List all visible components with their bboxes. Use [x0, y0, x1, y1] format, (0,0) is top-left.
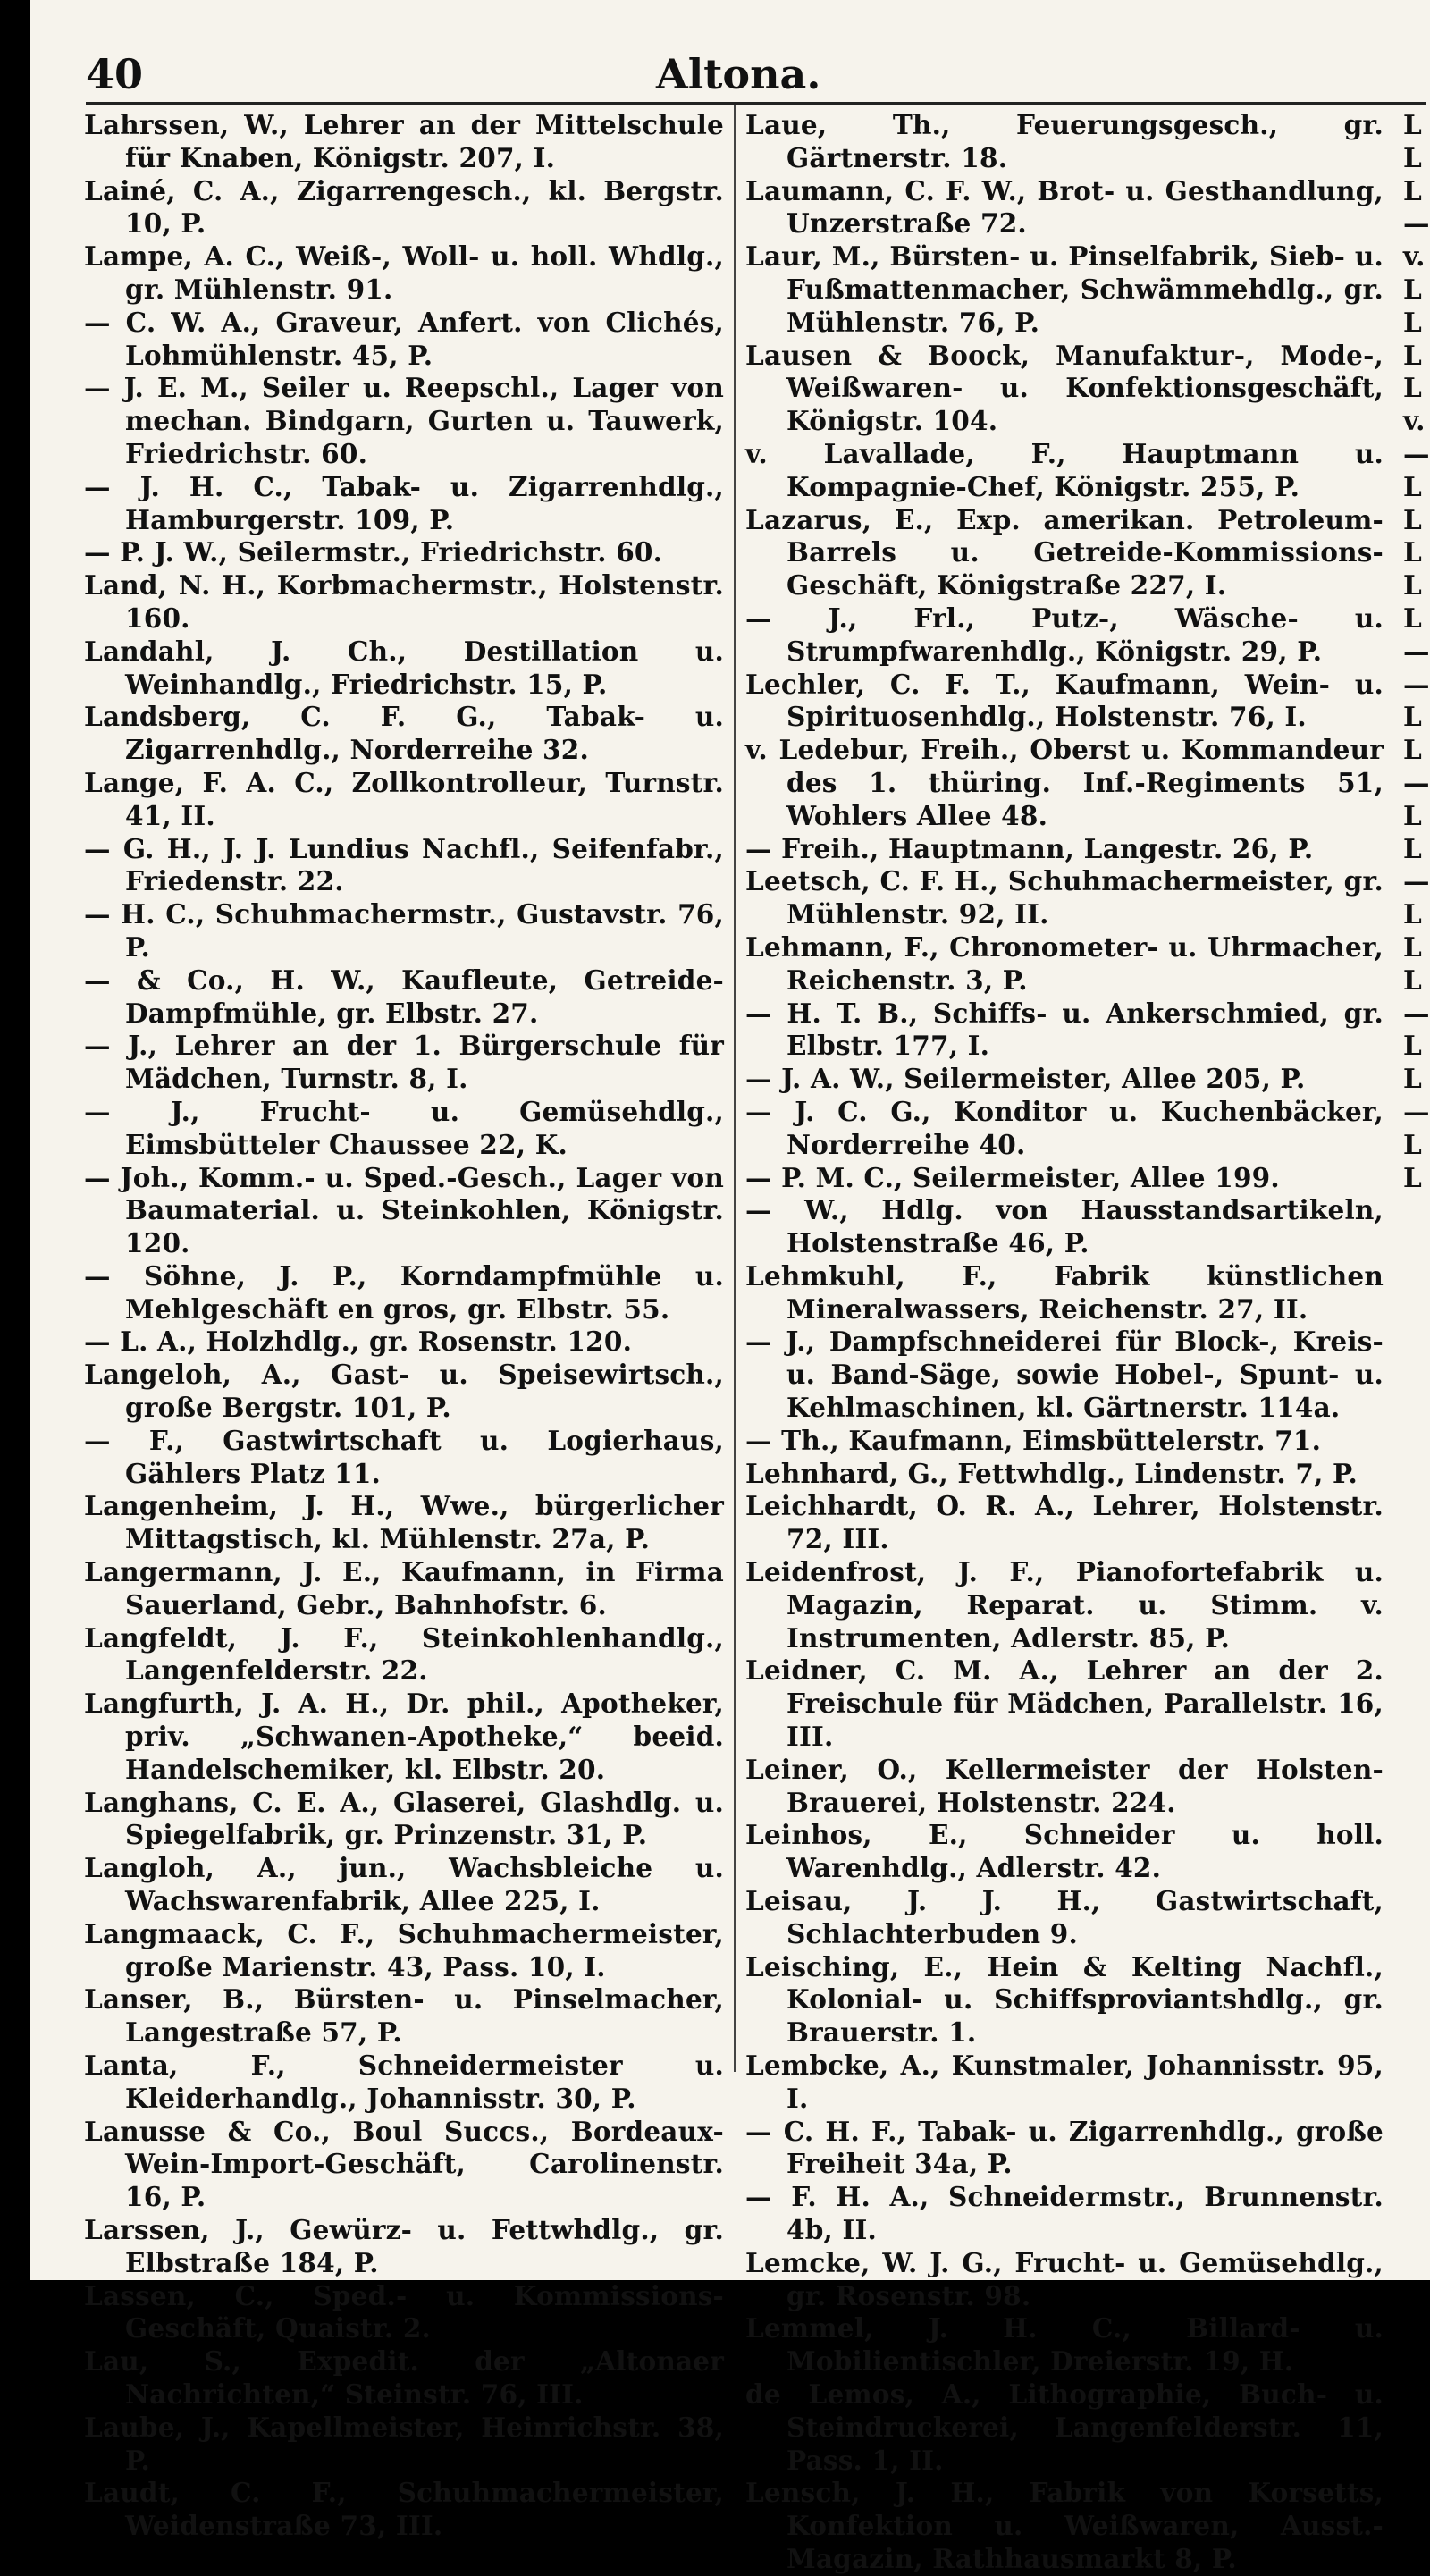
directory-entry: Lehmann, F., Chronometer- u. Uhrmacher, Reichenstr. 3, P. [745, 930, 1384, 996]
edge-fragment: L [1403, 141, 1422, 173]
directory-entry: Lehmkuhl, F., Fabrik künstlichen Mineralwassers, Reichenstr. 27, II. [745, 1259, 1384, 1325]
directory-entry: Langermann, J. E., Kaufmann, in Firma Sauerland, Gebr., Bahnhofstr. 6. [84, 1556, 724, 1621]
directory-entry: — C. H. F., Tabak- u. Zigarrenhdlg., große Freiheit 34a, P. [745, 2115, 1384, 2180]
edge-fragment: L [1403, 602, 1422, 634]
directory-entry: Lanusse & Co., Boul Succs., Bordeaux-Wein-Import-Geschäft, Carolinenstr. 16, P. [84, 2115, 724, 2213]
directory-entry: Leisching, E., Hein & Kelting Nachfl., Kolonial- u. Schiffsproviantshdlg., gr. Brauerstr. 1. [745, 1950, 1384, 2049]
next-page-edge [1403, 109, 1430, 1194]
edge-fragment: — [1403, 437, 1430, 469]
directory-entry: — F., Gastwirtschaft u. Logierhaus, Gählers Platz 11. [84, 1424, 724, 1489]
directory-entry: — Joh., Komm.- u. Sped.-Gesch., Lager von Baumaterial. u. Steinkohlen, Königstr. 120. [84, 1161, 724, 1259]
right-column [745, 109, 1384, 2576]
edge-fragment: L [1403, 470, 1422, 502]
directory-entry: Lange, F. A. C., Zollkontrolleur, Turnstr. 41, II. [84, 766, 724, 831]
directory-entry: Leichhardt, O. R. A., Lehrer, Holstenstr. 72, III. [745, 1490, 1384, 1555]
directory-entry: — & Co., H. W., Kaufleute, Getreide-Dampfmühle, gr. Elbstr. 27. [84, 964, 724, 1029]
directory-entry: — H. C., Schuhmachermstr., Gustavstr. 76, P. [84, 898, 724, 963]
directory-entry: — H. T. B., Schiffs- u. Ankerschmied, gr. Elbstr. 177, I. [745, 997, 1384, 1062]
directory-entry: Langfeldt, J. F., Steinkohlenhandlg., Langenfelderstr. 22. [84, 1621, 724, 1687]
edge-fragment: L [1403, 734, 1422, 766]
directory-entry: — Söhne, J. P., Korndampfmühle u. Mehlgeschäft en gros, gr. Elbstr. 55. [84, 1259, 724, 1325]
edge-fragment: L [1403, 273, 1422, 305]
edge-fragment: L [1403, 898, 1422, 930]
directory-entry: Leidner, C. M. A., Lehrer an der 2. Freischule für Mädchen, Parallelstr. 16, III. [745, 1654, 1384, 1753]
column-divider [734, 105, 736, 2072]
edge-fragment: L [1403, 109, 1422, 140]
directory-entry: — G. H., J. J. Lundius Nachfl., Seifenfabr., Friedenstr. 22. [84, 832, 724, 897]
directory-entry: Leiner, O., Kellermeister der Holsten-Brauerei, Holstenstr. 224. [745, 1753, 1384, 1818]
edge-fragment: — [1403, 1095, 1430, 1127]
directory-entry: Langeloh, A., Gast- u. Speisewirtsch., große Bergstr. 101, P. [84, 1359, 724, 1424]
edge-fragment: L [1403, 799, 1422, 831]
directory-entry: Langloh, A., jun., Wachsbleiche u. Wachswarenfabrik, Allee 225, I. [84, 1852, 724, 1917]
directory-entry: Lehnhard, G., Fettwhdlg., Lindenstr. 7, P. [745, 1457, 1358, 1489]
edge-fragment: — [1403, 766, 1430, 798]
directory-entry: Lechler, C. F. T., Kaufmann, Wein- u. Spirituosenhdlg., Holstenstr. 76, I. [745, 668, 1384, 733]
directory-entry: Lahrssen, W., Lehrer an der Mittelschule für Knaben, Königstr. 207, I. [84, 109, 724, 173]
directory-entry: Lanser, B., Bürsten- u. Pinselmacher, Langestraße 57, P. [84, 1983, 724, 2049]
edge-fragment: L [1403, 1128, 1422, 1160]
directory-entry: Lembcke, A., Kunstmaler, Johannisstr. 95, I. [745, 2050, 1384, 2114]
directory-entry: — J. E. M., Seiler u. Reepschl., Lager von mechan. Bindgarn, Gurten u. Tauwerk, Friedrichstr. 60. [84, 372, 724, 469]
directory-entry: v. Lavallade, F., Hauptmann u. Kompagnie-Chef, Königstr. 255, P. [745, 437, 1384, 502]
directory-entry: Lemcke, W. J. G., Frucht- u. Gemüsehdlg., gr. Rosenstr. 98. [745, 2246, 1384, 2311]
directory-entry: Larssen, J., Gewürz- u. Fettwhdlg., gr. Elbstraße 184, P. [84, 2214, 724, 2278]
directory-entry: Langfurth, J. A. H., Dr. phil., Apotheker, priv. „Schwanen-Apotheke,“ beeid. Handelschemiker, kl. Elbstr. 20. [84, 1688, 724, 1785]
edge-fragment: — [1403, 207, 1430, 240]
edge-fragment: L [1403, 569, 1422, 602]
edge-fragment: — [1403, 997, 1430, 1029]
edge-fragment: L [1403, 503, 1422, 535]
directory-entry: Lau, S., Expedit. der „Altonaer Nachrichten,“ Steinstr. 76, III. [84, 2345, 724, 2410]
edge-fragment: L [1403, 1030, 1422, 1062]
edge-fragment: L [1403, 964, 1422, 996]
directory-entry: — J., Frucht- u. Gemüsehdlg., Eimsbütteler Chaussee 22, K. [84, 1095, 724, 1160]
edge-fragment: L [1403, 832, 1422, 864]
directory-entry: Laube, J., Kapellmeister, Heinrichstr. 38, P. [84, 2411, 724, 2476]
page-number: 40 [86, 50, 144, 98]
directory-entry: — C. W. A., Graveur, Anfert. von Clichés, Lohmühlenstr. 45, P. [84, 306, 724, 371]
directory-entry: Laur, M., Bürsten- u. Pinselfabrik, Sieb- u. Fußmattenmacher, Schwämmehdlg., gr. Mühlenstr. 76, P. [745, 240, 1384, 338]
edge-fragment: L [1403, 174, 1422, 206]
directory-entry: — L. A., Holzhdlg., gr. Rosenstr. 120. [84, 1326, 633, 1358]
directory-entry: Lanta, F., Schneidermeister u. Kleiderhandlg., Johannisstr. 30, P. [84, 2050, 724, 2114]
directory-entry: — F. H. A., Schneidermstr., Brunnenstr. 4b, II. [745, 2181, 1384, 2245]
edge-fragment: v. [1403, 240, 1426, 273]
edge-fragment: — [1403, 668, 1430, 700]
directory-entry: Langmaack, C. F., Schuhmachermeister, große Marienstr. 43, Pass. 10, I. [84, 1917, 724, 1983]
left-column [84, 109, 724, 2543]
directory-entry: Land, N. H., Korbmachermstr., Holstenstr. 160. [84, 569, 724, 634]
directory-entry: Leidenfrost, J. F., Pianofortefabrik u. Magazin, Reparat. u. Stimm. v. Instrumenten, Adlerstr. 85, P. [745, 1556, 1384, 1654]
directory-entry: Laue, Th., Feuerungsgesch., gr. Gärtnerstr. 18. [745, 109, 1384, 173]
directory-entry: Leetsch, C. F. H., Schuhmachermeister, gr. Mühlenstr. 92, II. [745, 865, 1384, 930]
edge-fragment: L [1403, 930, 1422, 963]
directory-entry: — J. A. W., Seilermeister, Allee 205, P. [745, 1063, 1306, 1095]
edge-fragment: v. [1403, 405, 1426, 437]
directory-entry: Lausen & Boock, Manufaktur-, Mode-, Weißwaren- u. Konfektionsgeschäft, Königstr. 104. [745, 339, 1384, 437]
directory-entry: Laumann, C. F. W., Brot- u. Gesthandlung, Unzerstraße 72. [745, 174, 1384, 240]
directory-entry: Lampe, A. C., Weiß-, Woll- u. holl. Whdlg., gr. Mühlenstr. 91. [84, 240, 724, 305]
directory-entry: Laudt, C. F., Schuhmachermeister, Weidenstraße 73, III. [84, 2477, 724, 2542]
directory-entry: — J. C. G., Konditor u. Kuchenbäcker, Norderreihe 40. [745, 1095, 1384, 1160]
directory-entry: — Th., Kaufmann, Eimsbüttelerstr. 71. [745, 1424, 1322, 1456]
directory-entry: Lazarus, E., Exp. amerikan. Petroleum-Barrels u. Getreide-Kommissions-Geschäft, Königstraße 227, I. [745, 503, 1384, 602]
directory-entry: Leisau, J. J. H., Gastwirtschaft, Schlachterbuden 9. [745, 1885, 1384, 1949]
edge-fragment: L [1403, 536, 1422, 568]
edge-fragment: L [1403, 306, 1422, 338]
directory-entry: v. Ledebur, Freih., Oberst u. Kommandeur des 1. thüring. Inf.-Regiments 51, Wohlers Allee 48. [745, 734, 1384, 831]
directory-entry: — J. H. C., Tabak- u. Zigarrenhdlg., Hamburgerstr. 109, P. [84, 470, 724, 535]
directory-entry: Lemmel, J. H. C., Billard- u. Mobilientischler, Dreierstr. 19, H. [745, 2312, 1384, 2378]
directory-entry: Lassen, C., Sped.- u. Kommissions-Geschäft, Quaistr. 2. [84, 2279, 724, 2344]
directory-entry: — Freih., Hauptmann, Langestr. 26, P. [745, 832, 1314, 864]
edge-fragment: — [1403, 635, 1430, 667]
edge-fragment: L [1403, 1161, 1422, 1193]
directory-entry: Landahl, J. Ch., Destillation u. Weinhandlg., Friedrichstr. 15, P. [84, 635, 724, 700]
edge-fragment: L [1403, 339, 1422, 371]
edge-fragment: — [1403, 865, 1430, 897]
directory-entry: Lainé, C. A., Zigarrengesch., kl. Bergstr. 10, P. [84, 174, 724, 240]
directory-entry: Leinhos, E., Schneider u. holl. Warenhdlg., Adlerstr. 42. [745, 1819, 1384, 1884]
directory-entry: Langenheim, J. H., Wwe., bürgerlicher Mittagstisch, kl. Mühlenstr. 27a, P. [84, 1490, 724, 1555]
directory-entry: de Lemos, A., Lithographie, Buch- u. Steindruckerei, Langenfelderstr. 11, Pass. 1, II. [745, 2378, 1384, 2476]
directory-entry: Langhans, C. E. A., Glaserei, Glashdlg. u. Spiegelfabrik, gr. Prinzenstr. 31, P. [84, 1786, 724, 1851]
directory-entry: — P. M. C., Seilermeister, Allee 199. [745, 1161, 1280, 1193]
directory-entry: — J., Frl., Putz-, Wäsche- u. Strumpfwarenhdlg., Königstr. 29, P. [745, 602, 1384, 667]
directory-entry: — J., Lehrer an der 1. Bürgerschule für Mädchen, Turnstr. 8, I. [84, 1030, 724, 1095]
page-title: Altona. [656, 50, 821, 98]
directory-entry: Lensch, J. H., Fabrik von Korsetts, Konfektion u. Weißwaren, Ausst.-Magazin, Rathhausmarkt 8, P. [745, 2477, 1384, 2574]
edge-fragment: L [1403, 701, 1422, 733]
directory-entry: — J., Dampfschneiderei für Block-, Kreis- u. Band-Säge, sowie Hobel-, Spunt- u. Kehlmaschinen, kl. Gärtnerstr. 114a. [745, 1326, 1384, 1424]
directory-entry: — P. J. W., Seilermstr., Friedrichstr. 60. [84, 536, 663, 568]
edge-fragment: L [1403, 1063, 1422, 1095]
edge-fragment: L [1403, 372, 1422, 404]
directory-page [30, 0, 1430, 2574]
directory-entry: Landsberg, C. F. G., Tabak- u. Zigarrenhdlg., Norderreihe 32. [84, 701, 724, 766]
directory-entry: — W., Hdlg. von Hausstandsartikeln, Holstenstraße 46, P. [745, 1194, 1384, 1259]
header-rule [86, 102, 1426, 105]
